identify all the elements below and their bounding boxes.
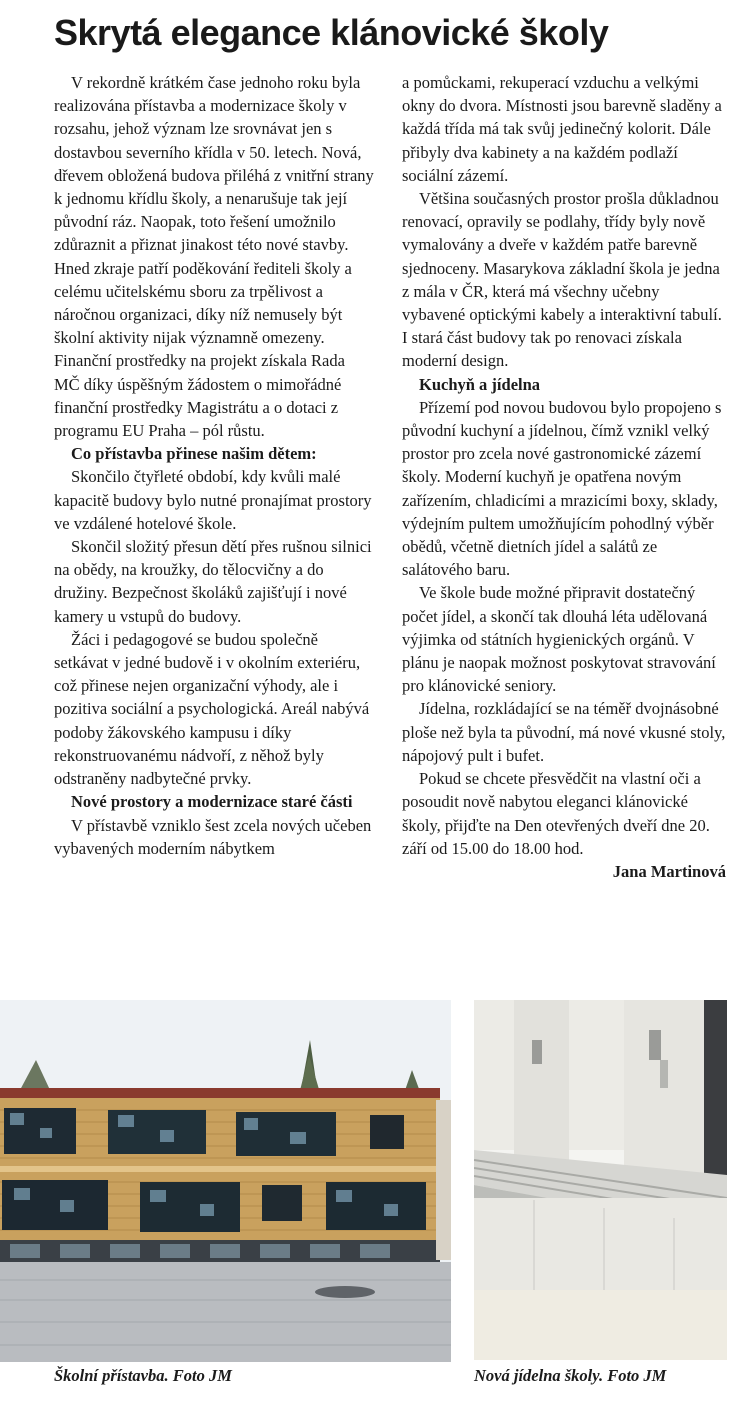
canteen-photo-caption: Nová jídelna školy. Foto JM (474, 1366, 667, 1385)
building-photo (0, 1000, 451, 1362)
article-paragraph: V přístavbě vzniklo šest zcela nových učeben vybavených moderním nábytkem (54, 815, 372, 858)
section-heading: Nové prostory a modernizace staré části (71, 792, 353, 812)
article-paragraph: Skončil složitý přesun dětí přes rušnou silnici na obědy, na kroužky, do tělocvičny a do družiny. Bezpečnost školáků zajišťují i nové kamery u vstupů do budovy. (54, 537, 372, 626)
article-author: Jana Martinová (612, 861, 726, 881)
canteen-photo-image (474, 1000, 727, 1360)
section-heading: Co přístavba přinese našim dětem: (71, 444, 317, 464)
building-photo-caption: Školní přístavba. Foto JM (54, 1366, 232, 1385)
article-left-column (54, 71, 374, 860)
article-right-column (402, 71, 726, 883)
article-paragraph: Přízemí pod novou budovou bylo propojeno s původní kuchyní a jídelnou, čímž vznikl velký prostor pro zcela nové gastronomické zázemí školy. Moderní kuchyň je opatřena novým zařízením, chladicími a mrazicími boxy, sklady, výdejním pultem umožňujícím pohodlný výběr obědů, včetně dietních jídel a salátů ze salátového baru. (402, 397, 722, 580)
article-paragraph: a pomůckami, rekuperací vzduchu a velkými okny do dvora. Místnosti jsou barevně sladěny a každá třída má tak svůj jedinečný kolorit. Dále přibyly dva kabinety a na každém podlaží sociální zázemí. (402, 73, 722, 185)
section-heading: Kuchyň a jídelna (419, 374, 541, 394)
article-paragraph: Skončilo čtyřleté období, kdy kvůli malé kapacitě budovy bylo nutné pronajímat prostory ve vzdálené hotelové škole. (54, 467, 372, 533)
article-paragraph: V rekordně krátkém čase jednoho roku byla realizována přístavba a modernizace školy v rozsahu, jehož význam lze srovnávat jen s dostavbou severního křídla v 50. letech. Nová, dřevem obložená budova přiléhá z vnitřní strany k jednomu křídlu školy, a nenarušuje tak její původní ráz. Naopak, toto řešení umožnilo zdůraznit a přiznat jinakost této nové stavby. Hned zkraje patří poděkování řediteli školy a celému učitelskému sboru za trpělivost a náročnou organizaci, díky níž nemusely být školní aktivity nijak významně omezeny. Finanční prostředky na projekt získala Rada MČ díky úspěšným žádostem o mimořádné finanční prostředky Magistrátu a o dotaci z programu EU Praha – pól růstu. (54, 73, 374, 441)
article-paragraph: Jídelna, rozkládající se na téměř dvojnásobné ploše než byla ta původní, má nové vkusné stoly, nápojový pult i bufet. (402, 699, 726, 765)
canteen-photo (474, 1000, 727, 1360)
article-paragraph: Žáci i pedagogové se budou společně setkávat v jedné budově i v okolním exteriéru, což přinese nejen organizační výhody, ale i pozitiva sociální a psychologická. Areál nabývá podoby žákovského kampusu i díky rekonstruovanému nádvoří, z něhož byly odstraněny nadbytečné prvky. (54, 629, 370, 789)
article-paragraph: Ve škole bude možné připravit dostatečný počet jídel, a skončí tak dlouhá léta udělovaná výjimka od státních hygienických orgánů. V plánu je naopak možnost poskytovat stravování pro klánovické seniory. (402, 583, 716, 696)
article-title: Skrytá elegance klánovické školy (54, 12, 609, 53)
building-photo-image (0, 1000, 451, 1362)
article-paragraph: Pokud se chcete přesvědčit na vlastní oči a posoudit nově nabytou eleganci klánovické školy, přijďte na Den otevřených dveří dne 20. září od 15.00 do 18.00 hod. (402, 769, 710, 858)
article-paragraph: Většina současných prostor prošla důkladnou renovací, opravily se podlahy, třídy byly nově vymalovány a dveře v každém patře barevně sjednoceny. Masarykova základní škola je jedna z mála v ČR, která má všechny učebny vybavené optickými kabely a interaktivní tabulí. I stará část budovy tak po renovaci získala moderní design. (402, 189, 722, 371)
